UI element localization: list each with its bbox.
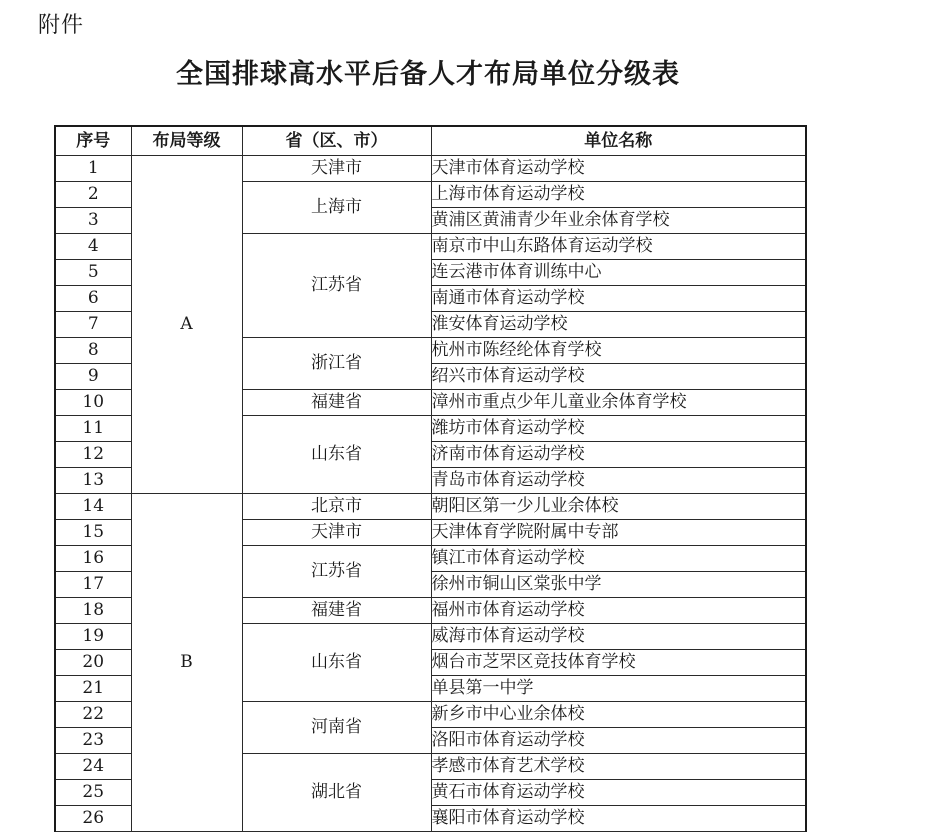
attachment-label: 附件 bbox=[38, 13, 85, 38]
province-cell: 山东省 bbox=[242, 624, 431, 702]
unit-name-cell: 杭州市陈经纶体育学校 bbox=[431, 338, 806, 364]
province-cell: 福建省 bbox=[242, 598, 431, 624]
unit-name-cell: 烟台市芝罘区竞技体育学校 bbox=[431, 650, 806, 676]
province-cell: 江苏省 bbox=[242, 234, 431, 338]
unit-name-cell: 连云港市体育训练中心 bbox=[431, 260, 806, 286]
province-cell: 湖北省 bbox=[242, 754, 431, 832]
row-number: 22 bbox=[55, 702, 131, 728]
unit-name-cell: 威海市体育运动学校 bbox=[431, 624, 806, 650]
row-number: 8 bbox=[55, 338, 131, 364]
province-cell: 山东省 bbox=[242, 416, 431, 494]
column-header-province: 省（区、市） bbox=[242, 126, 431, 156]
unit-name-cell: 天津市体育运动学校 bbox=[431, 156, 806, 182]
unit-name-cell: 绍兴市体育运动学校 bbox=[431, 364, 806, 390]
table-row bbox=[55, 156, 806, 182]
row-number: 24 bbox=[55, 754, 131, 780]
unit-name-cell: 洛阳市体育运动学校 bbox=[431, 728, 806, 754]
unit-name-cell: 单县第一中学 bbox=[431, 676, 806, 702]
province-cell: 北京市 bbox=[242, 494, 431, 520]
row-number: 9 bbox=[55, 364, 131, 390]
document-title: 全国排球高水平后备人才布局单位分级表 bbox=[176, 59, 680, 90]
row-number: 7 bbox=[55, 312, 131, 338]
column-header-level: 布局等级 bbox=[131, 126, 242, 156]
level-cell-a: A bbox=[131, 156, 242, 494]
province-cell: 江苏省 bbox=[242, 546, 431, 598]
unit-name-cell: 襄阳市体育运动学校 bbox=[431, 806, 806, 832]
row-number: 4 bbox=[55, 234, 131, 260]
unit-name-cell: 淮安体育运动学校 bbox=[431, 312, 806, 338]
province-cell: 浙江省 bbox=[242, 338, 431, 390]
unit-name-cell: 南通市体育运动学校 bbox=[431, 286, 806, 312]
province-cell: 河南省 bbox=[242, 702, 431, 754]
row-number: 2 bbox=[55, 182, 131, 208]
unit-name-cell: 福州市体育运动学校 bbox=[431, 598, 806, 624]
row-number: 3 bbox=[55, 208, 131, 234]
province-cell: 上海市 bbox=[242, 182, 431, 234]
level-cell-b: B bbox=[131, 494, 242, 832]
unit-name-cell: 镇江市体育运动学校 bbox=[431, 546, 806, 572]
row-number: 18 bbox=[55, 598, 131, 624]
unit-name-cell: 青岛市体育运动学校 bbox=[431, 468, 806, 494]
row-number: 25 bbox=[55, 780, 131, 806]
row-number: 15 bbox=[55, 520, 131, 546]
table-row bbox=[55, 494, 806, 520]
row-number: 16 bbox=[55, 546, 131, 572]
row-number: 21 bbox=[55, 676, 131, 702]
row-number: 11 bbox=[55, 416, 131, 442]
unit-name-cell: 徐州市铜山区棠张中学 bbox=[431, 572, 806, 598]
province-cell: 天津市 bbox=[242, 520, 431, 546]
row-number: 5 bbox=[55, 260, 131, 286]
row-number: 19 bbox=[55, 624, 131, 650]
unit-name-cell: 朝阳区第一少儿业余体校 bbox=[431, 494, 806, 520]
table-header-row bbox=[55, 126, 806, 156]
unit-name-cell: 漳州市重点少年儿童业余体育学校 bbox=[431, 390, 806, 416]
row-number: 12 bbox=[55, 442, 131, 468]
row-number: 23 bbox=[55, 728, 131, 754]
layout-units-table bbox=[54, 125, 807, 832]
unit-name-cell: 潍坊市体育运动学校 bbox=[431, 416, 806, 442]
province-cell: 天津市 bbox=[242, 156, 431, 182]
row-number: 1 bbox=[55, 156, 131, 182]
unit-name-cell: 新乡市中心业余体校 bbox=[431, 702, 806, 728]
province-cell: 福建省 bbox=[242, 390, 431, 416]
unit-name-cell: 黄石市体育运动学校 bbox=[431, 780, 806, 806]
row-number: 17 bbox=[55, 572, 131, 598]
unit-name-cell: 孝感市体育艺术学校 bbox=[431, 754, 806, 780]
unit-name-cell: 上海市体育运动学校 bbox=[431, 182, 806, 208]
column-header-serial: 序号 bbox=[55, 126, 131, 156]
unit-name-cell: 天津体育学院附属中专部 bbox=[431, 520, 806, 546]
row-number: 6 bbox=[55, 286, 131, 312]
column-header-unit: 单位名称 bbox=[431, 126, 806, 156]
unit-name-cell: 济南市体育运动学校 bbox=[431, 442, 806, 468]
row-number: 20 bbox=[55, 650, 131, 676]
row-number: 10 bbox=[55, 390, 131, 416]
row-number: 26 bbox=[55, 806, 131, 832]
unit-name-cell: 南京市中山东路体育运动学校 bbox=[431, 234, 806, 260]
unit-name-cell: 黄浦区黄浦青少年业余体育学校 bbox=[431, 208, 806, 234]
row-number: 14 bbox=[55, 494, 131, 520]
row-number: 13 bbox=[55, 468, 131, 494]
